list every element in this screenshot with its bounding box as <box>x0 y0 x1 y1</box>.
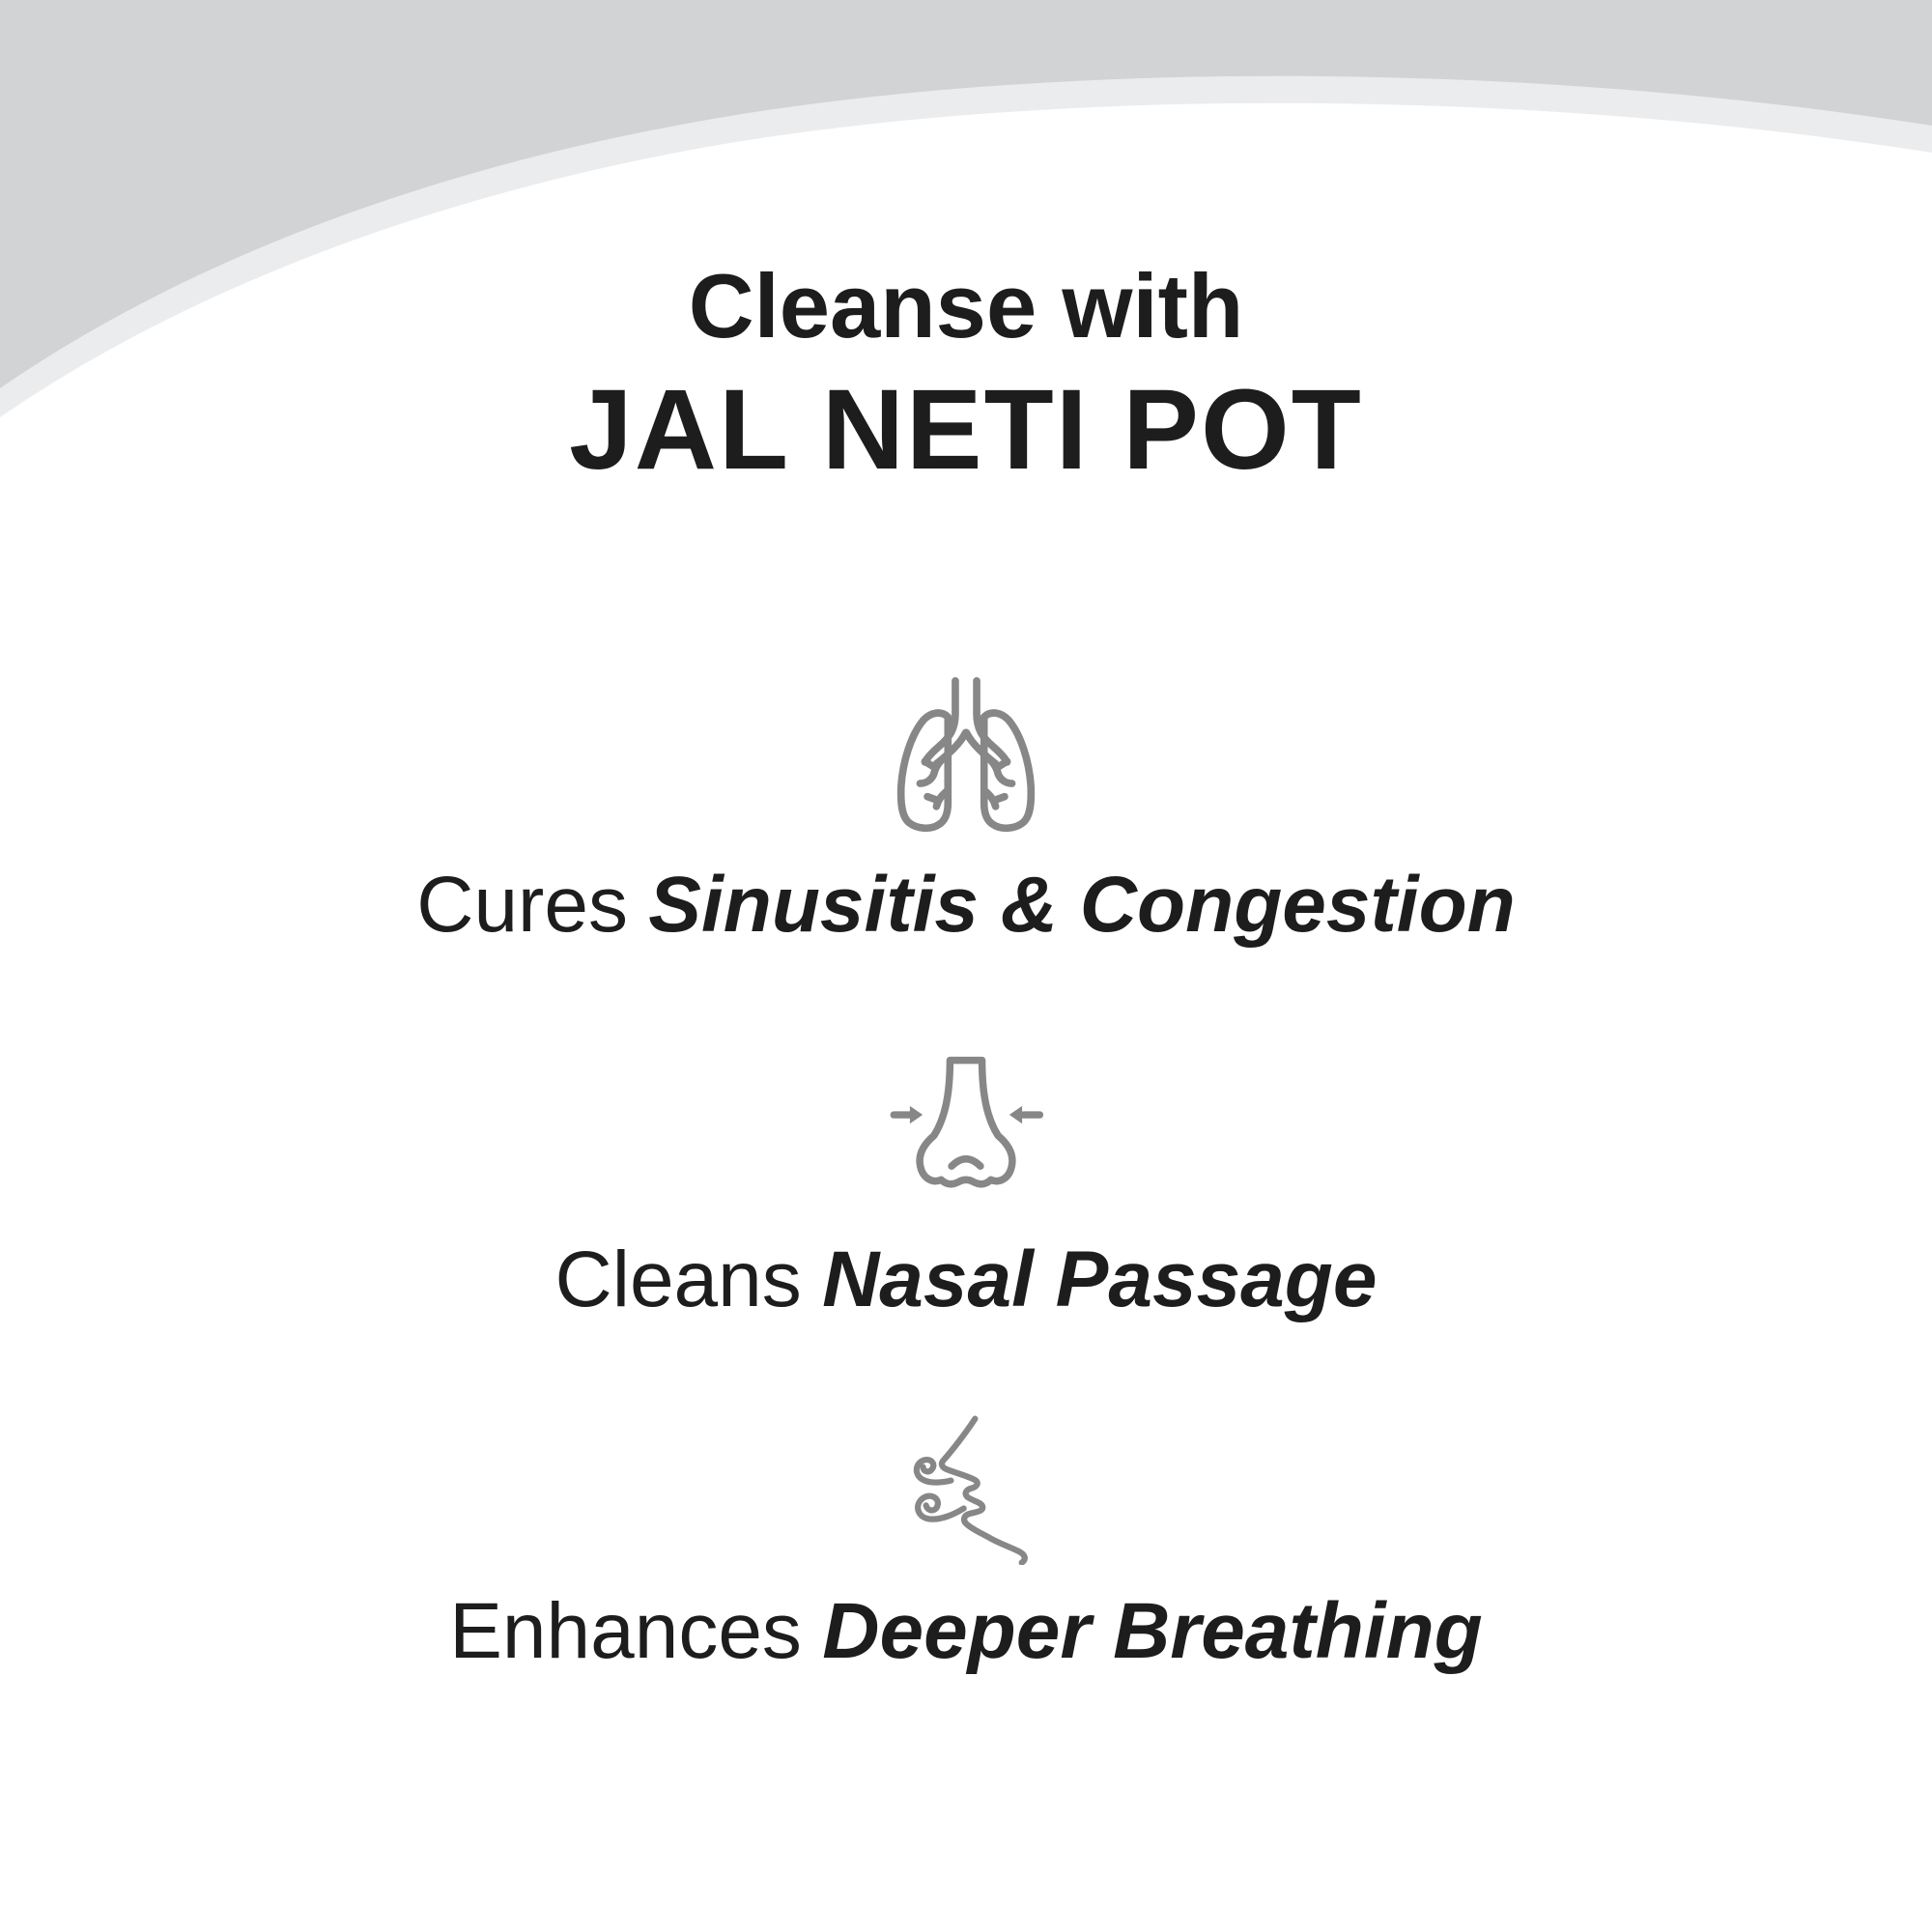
benefit-caption-prefix: Cleans <box>554 1236 802 1323</box>
benefit-caption-prefix: Enhances <box>449 1587 802 1675</box>
nose-compress-icon <box>886 1049 1046 1209</box>
benefit-caption-prefix: Cures <box>416 861 628 949</box>
benefit-caption <box>0 860 1932 951</box>
benefit-item-sinusitis <box>0 674 1932 951</box>
lungs-icon <box>884 674 1048 838</box>
title-block <box>0 257 1932 492</box>
benefit-item-nasal-passage <box>0 1049 1932 1325</box>
benefit-caption-emphasis: Sinusitis & Congestion <box>648 861 1516 949</box>
benefit-caption <box>0 1235 1932 1325</box>
benefit-caption-emphasis: Deeper Breathing <box>822 1587 1483 1675</box>
page-title: JAL NETI POT <box>569 365 1363 494</box>
benefit-caption <box>0 1586 1932 1677</box>
breathing-profile-icon <box>891 1414 1041 1565</box>
title-line1: Cleanse with <box>688 255 1244 356</box>
benefit-item-deeper-breathing <box>0 1414 1932 1677</box>
benefit-caption-emphasis: Nasal Passage <box>822 1236 1378 1323</box>
